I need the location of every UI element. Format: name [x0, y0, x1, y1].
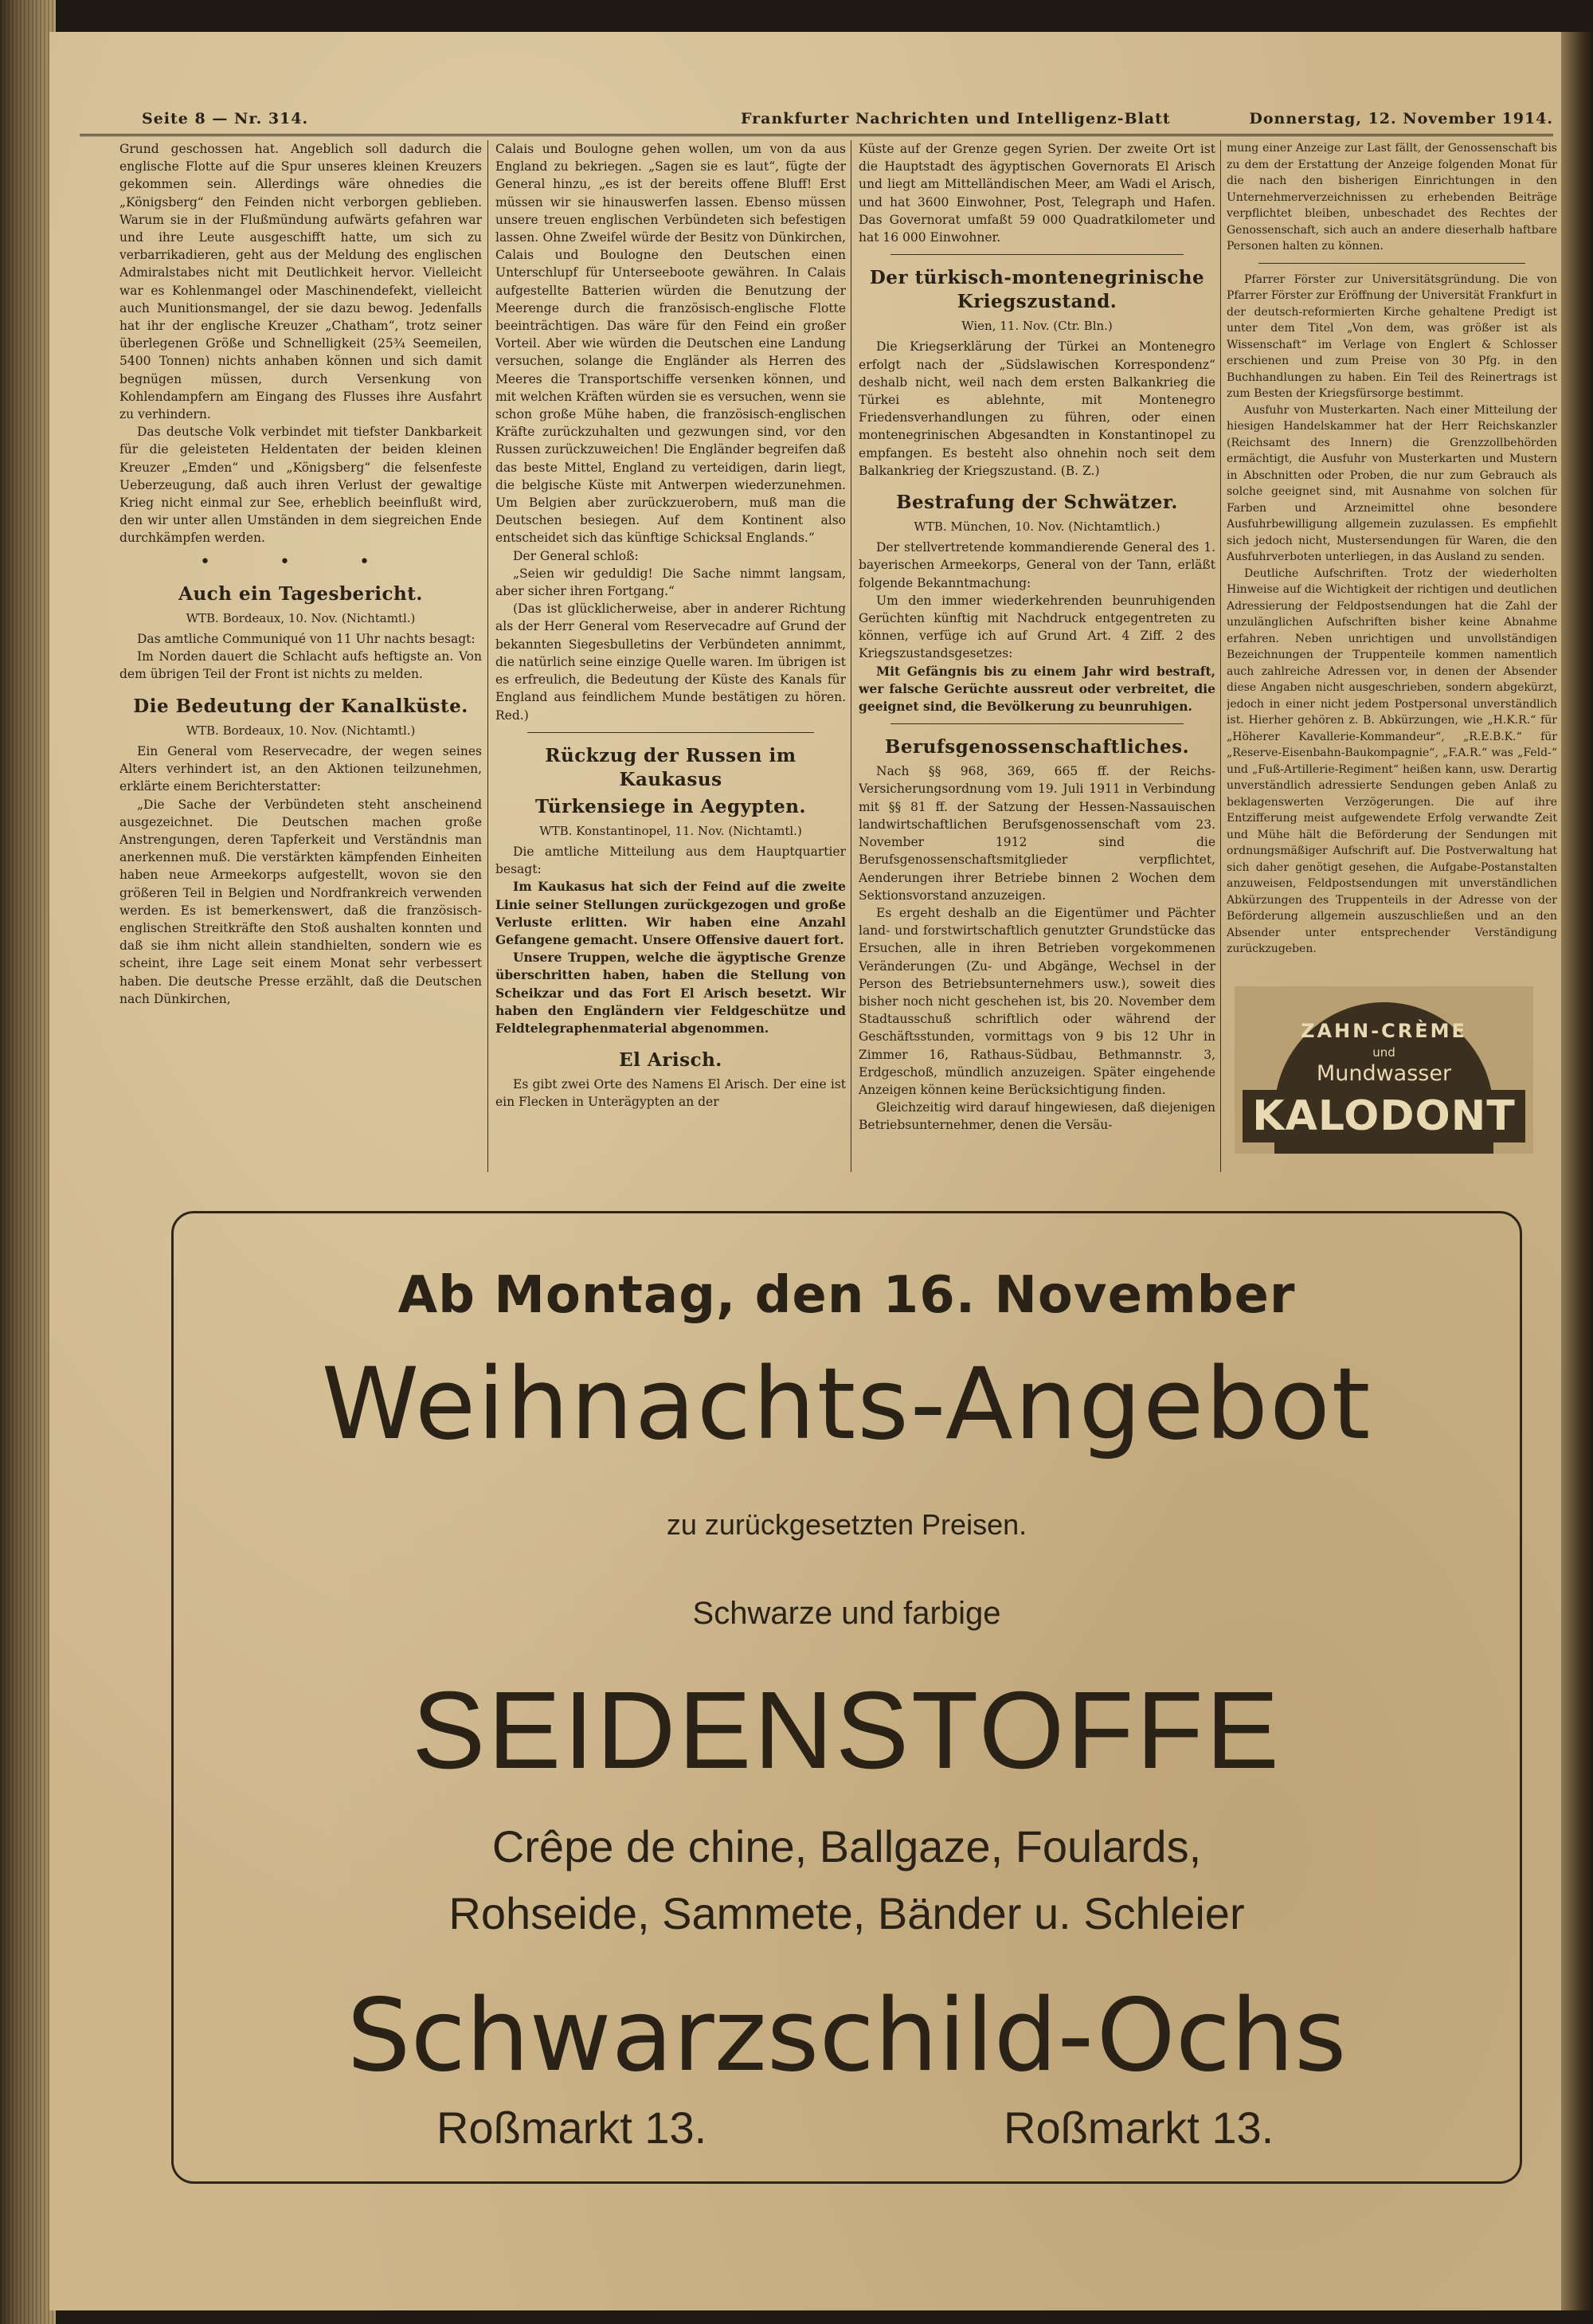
article-text: Im Norden dauert die Schlacht aufs heftigste an. Von dem übrigen Teil der Front ist nichts zu melden. [119, 649, 482, 682]
headline: Bestrafung der Schwätzer. [896, 492, 1178, 514]
column-divider [1220, 140, 1221, 1172]
article-text: Das amtliche Communiqué von 11 Uhr nachts besagt: [137, 632, 476, 647]
headline: Türkensiege in Aegypten. [535, 795, 806, 817]
article-text: Um den immer wiederkehrenden beunruhigenden Gerüchten künftig mit Nachdruck entgegentreten zu können, verfüge ich auf Grund Art. 4 Ziff. 2 des Kriegszustandsgesetzes: [859, 593, 1215, 661]
headline: Auch ein Tagesbericht. [178, 582, 423, 605]
masthead [80, 105, 1553, 136]
dateline: WTB. Bordeaux, 10. Nov. (Nichtamtl.) [186, 723, 416, 738]
headline: Berufsgenossenschaftliches. [884, 736, 1190, 758]
column-1 [119, 140, 482, 1172]
section-stars: • • • [200, 551, 401, 572]
article-text: Mit Gefängnis bis zu einem Jahr wird bestraft, wer falsche Gerüchte aussreut oder verbreitet, die geeignet sind, die Bevölkerung zu beunruhigen. [859, 663, 1215, 715]
page-stack-edge [0, 0, 56, 2324]
article-text: Die Kriegserklärung der Türkei an Montenegro erfolgt nach der „Südslawischen Korrespondenz“ deshalb nicht, weil nach dem ersten Balkankrieg die Türkei es ablehnte, mit Montenegro Friedensverhandlungen zu führen, oder einen montenegrinischen Abgesandten in Konstantinopel zu empfangen. Es besteht also ohnehin noch seit dem Balkankrieg der Kriegszustand. (B. Z.) [859, 339, 1215, 478]
ad-product: SEIDENSTOFFE [412, 1669, 1282, 1792]
article-text: Ausfuhr von Musterkarten. Nach einer Mitteilung der hiesigen Handelskammer hat der Herr Reichskanzler (Reichsamt des Innern) die Grenzzollbehörden ermächtigt, die Ausfuhr von Musterkarten und Mustern in Abschnitten oder Proben, die nur zum Gebrauch als solche geeignet sind, mit Ausnahme von solchen für Farben und Arzneimittel ohne besondere Ausfuhrbewilligung allgemein zuzulassen. Es empfiehlt sich jedoch nicht, Mustersendungen für Waren, die den Ausfuhrverboten unterliegen, in das Ausland zu senden. [1227, 403, 1557, 563]
ad-subline: Schwarze und farbige [692, 1596, 1001, 1631]
article-text: mung einer Anzeige zur Last fällt, der Genossenschaft bis zu dem der Erstattung der Anzeige folgenden Monat für die nach den bisherigen Einrichtungen in den Unternehmerverzeichnissen zu erhebenden Beiträge verpflichtet bleiben, unbeschadet des Rechtes der Genossenschaft, sich auch an andere dieserhalb haftbare Personen halten zu können. [1227, 142, 1557, 253]
page-binding-shadow [1561, 32, 1593, 2310]
ad-headline: Weihnachts-Angebot [321, 1347, 1372, 1462]
ad-product-list: Rohseide, Sammete, Bänder u. Schleier [448, 1888, 1245, 1938]
newspaper-title: Frankfurter Nachrichten und Intelligenz-Blatt [741, 110, 1171, 127]
article-text: Es gibt zwei Orte des Namens El Arisch. Der eine ist ein Flecken in Unterägypten an der [495, 1077, 846, 1110]
column-2 [495, 140, 846, 1172]
article-text: Im Kaukasus hat sich der Feind auf die zweite Linie seiner Stellungen zurückgezogen und große Verluste erlitten. Wir haben eine Anzahl Gefangene gemacht. Unsere Offensive dauert fort. [495, 879, 846, 947]
kalodont-brand: KALODONT [1243, 1090, 1525, 1142]
article-text: „Seien wir geduldig! Die Sache nimmt langsam, aber sicher ihren Fortgang.“ [495, 566, 846, 599]
headline: Rückzug der Russen im Kaukasus [545, 744, 796, 790]
ad-product-list: Crêpe de chine, Ballgaze, Foulards, [491, 1821, 1202, 1871]
article-text: „Die Sache der Verbündeten steht anscheinend ausgezeichnet. Die Deutschen machen große Anstrengungen, deren Tapferkeit und Verständnis man anerkennen muß. Die verstärkten kämpfenden Einheiten haben neue Armeekorps aufgestellt, wovon sie den größeren Teil in Belgien und Nordfrankreich verwenden werden. Es ist bemerkenswert, daß die französisch-englischen Streitkräfte den Stoß aushalten konnten und daß sie ihm nicht allein standhielten, sondern wie es scheint, ihre Lage seit einem Monat sehr verbessert haben. Die deutsche Presse erzählt, daß die Deutschen nach Dünkirchen, [119, 797, 482, 1006]
schwarzschild-ochs-advertisement [171, 1211, 1522, 2184]
column-4 [1227, 140, 1557, 977]
issue-date: Donnerstag, 12. November 1914. [1249, 110, 1553, 127]
article-text: Der stellvertretende kommandierende General des 1. bayerischen Armeekorps, General von der Tann, erläßt folgende Bekanntmachung: [859, 540, 1215, 590]
dateline: WTB. München, 10. Nov. (Nichtamtlich.) [914, 519, 1161, 535]
article-text: Es ergeht deshalb an die Eigentümer und Pächter land- und forstwirtschaftlich genutzter Grundstücke das Ersuchen, alle in ihren Betrieben vorgekommenen Veränderungen (Zu- und Abgänge, Wechsel in der Person des Betriebsunternehmers usw.), soweit dies bisher noch nicht geschehen ist, bis 20. November dem Stadtausschuß schriftlich oder während der Geschäftsstunden, vormittags von 9 bis 12 Uhr in Zimmer 16, Rathaus-Südbau, Bethmannstr. 3, Erdgeschoß, mündlich anzuzeigen. Später eingehende Anzeigen können keine Berücksichtigung finden. [859, 905, 1215, 1097]
article-text: Pfarrer Förster zur Universitätsgründung. Die von Pfarrer Förster zur Eröffnung der Universität Frankfurt in der deutsch-reformierten Kirche gehaltene Predigt ist unter dem Titel „Von dem, was größer ist als Wissenschaft“ im Verlage von Englert & Schlosser erschienen und zum Preise von 30 Pfg. in den Buchhandlungen zu haben. Ein Teil des Reinertrags ist zum Besten der Kriegsfürsorge bestimmt. [1227, 272, 1557, 400]
article-text: Der General schloß: [513, 548, 639, 563]
article-text: Calais und Boulogne gehen wollen, um von da aus England zu bekriegen. „Sagen sie es laut“, fügte der General hinzu, „es ist der bereits offene Bluff! Erst müssen wir sie hinauswerfen lassen. Ebenso müssen unsere treuen englischen Verbündeten sich befestigen lassen. Ohne Zweifel würde der Besitz von Dünkirchen, Calais und Boulogne den Deutschen einen Unterschlupf für Unterseeboote gewähren. In Calais aufgestellte Batterien würden die Benutzung der Meerenge durch die französisch-englische Flotte beeinträchtigen. Das wäre für den Feind ein großer Vorteil. Aber wie würden die Deutschen eine Landung versuchen, solange die Engländer als Herren des Meeres die Transportschiffe versenken können, und mit welchen Kräften würden sie es versuchen, wenn sie schon große Mühe haben, die französisch-englischen Kräfte zurückzuhalten und gezwungen sind, vor den Russen zurückzuweichen! Die Engländer begreifen daß das beste Mittel, England zu verteidigen, darin liegt, die belgische Küste mit Antwerpen wiederzunehmen. Um Belgien aber zurückzuerobern, muß man die Deutschen besiegen. Auf dem Kontinent also entscheidet sich das künftige Schicksal Englands.“ [495, 142, 846, 546]
article-text: Die amtliche Mitteilung aus dem Hauptquartier besagt: [495, 844, 846, 877]
article-text: Unsere Truppen, welche die ägyptische Grenze überschritten haben, haben die Stellung von Scheikzar und das Fort El Arisch besetzt. Wir haben den Engländern vier Feldgeschütze und Feldtelegraphenmaterial abgenommen. [495, 950, 846, 1036]
column-divider [487, 140, 488, 1172]
dateline: WTB. Konstantinopel, 11. Nov. (Nichtamtl.) [539, 823, 802, 838]
ad-subline: zu zurückgesetzten Preisen. [666, 1508, 1027, 1541]
article-text: (Das ist glücklicherweise, aber in anderer Richtung als der Herr General vom Reservecadre auf Grund der bekannten Siegesbulletins der Verbündeten annimmt, die natürlich seine einzige Quelle waren. Im übrigen ist es erfreulich, die Bedeutung der Küste des Kanals für England aus feindlichem Munde bestätigen zu hören. Red.) [495, 602, 846, 723]
article-text: Ein General vom Reservecadre, der wegen seines Alters verhindert ist, an den Aktionen teilzunehmen, erklärte einem Berichterstatter: [119, 743, 482, 794]
article-text: Das deutsche Volk verbindet mit tiefster Dankbarkeit für die geleisteten Heldentaten der beiden kleinen Kreuzer „Emden“ und „Königsberg“ die felsenfeste Ueberzeugung, daß auch ihren Verlust der gewaltige Krieg nicht einmal zur See, erheblich beeinflußt wird, den wir unter allen Umständen in dem siegreichen Ende durchkämpfen werden. [119, 425, 482, 546]
dateline: WTB. Bordeaux, 10. Nov. (Nichtamtl.) [186, 610, 416, 625]
divider-rule [890, 723, 1184, 724]
column-3 [859, 140, 1215, 1172]
article-text: Nach §§ 968, 369, 665 ff. der Reichs-Versicherungsordnung vom 19. Juli 1911 in Verbindung mit §§ 81 ff. der Satzung der Hessen-Nassauischen landwirtschaftlichen Berufsgenossenschaft vom 23. November 1912 sind die Berufsgenossenschaftsmitglieder verpflichtet, Aenderungen ihrer Betriebe binnen 2 Wochen dem Sektionsvorstand anzuzeigen. [859, 764, 1215, 903]
article-text: Gleichzeitig wird darauf hingewiesen, daß diejenigen Betriebsunternehmer, denen die Versäu- [859, 1100, 1215, 1133]
article-text: Grund geschossen hat. Angeblich soll dadurch die englische Flotte auf die Spur unseres kleinen Kreuzers gekommen sein. Allerdings wäre ohnedies die „Königsberg“ den Feinden nicht verborgen geblieben. Warum sie in der Flußmündung aufwärts gefahren war und ihre Leute ausgeschifft hatte, um sich zu verbarrikadieren, geht aus der Meldung des englischen Admiralstabes nicht mit Deutlichkeit hervor. Vielleicht war es Kohlenmangel oder Maschinendefekt, vielleicht auch Munitionsmangel, der sie dazu bewog. Jedenfalls hat ihr der englische Kreuzer „Chatham“, trotz seiner überlegenen Größe und Schnelligkeit (25¾ Seemeilen, 5400 Tonnen) nichts anhaben können und sich damit begnügen müssen, durch Versenkung von Kohlendampfern am Eingang des Flusses ihre Ausfahrt zu verhindern. [119, 142, 482, 422]
ad-address-right: Roßmarkt 13. [1004, 2103, 1274, 2153]
headline: Die Bedeutung der Kanalküste. [133, 695, 468, 717]
kalodont-mundwasser: Mundwasser [1316, 1061, 1452, 1086]
headline: El Arisch. [619, 1049, 722, 1072]
ad-company-name: Schwarzschild-Ochs [346, 1977, 1347, 2094]
divider-rule [527, 732, 814, 733]
article-text: Küste auf der Grenze gegen Syrien. Der zweite Ort ist die Hauptstadt des ägyptischen Governorats El Arisch und liegt am Mittelländischen Meer, am Wadi el Arisch, und hat 3600 Einwohner, Post, Telegraph und Hafen. Das Governorat umfaßt 59 000 Quadratkilometer und hat 16 000 Einwohner. [859, 142, 1215, 245]
article-text: Deutliche Aufschriften. Trotz der wiederholten Hinweise auf die Wichtigkeit der richtigen und deutlichen Adressierung der Feldpostsendungen hat die Zahl der unzulänglichen Aufschriften bisher keine Abnahme erfahren. Neben unrichtigen und unvollständigen Bezeichnungen der Truppenteile kommen namentlich auch zahlreiche Adressen vor, in denen der Absender diese Angaben nicht ausgeschrieben, sondern abgekürzt, jedoch in einer nicht jedem Postpersonal unverständlich ist. Hierher gehören z. B. Abkürzungen, wie „H.K.R.“ für „Höherer Kavallerie-Kommandeur“, „R.E.B.K.“ für „Reserve-Eisenbahn-Baukompagnie“, „F.A.R.“ was „Feld-“ und „Fuß-Artillerie-Regiment“ heißen kann, usw. Derartig unverständlich adressierte Sendungen geben Anlaß zu beklagenswerten Verzögerungen. Die auf ihre Entzifferung meist aufgewendete Erfolg verwandte Zeit und Mühe hält die Beförderung der Sendungen mit ordnungsmäßiger Aufschrift auf. Die Postverwaltung hat sich daher genötigt gesehen, die Aufgabe-Postanstalten anzuweisen, Feldpostsendungen mit unverständlichen Abkürzungen des Truppenteils in der Adresse von der Beförderung allgemein auszuschließen und an den Absender unter entsprechender Verständigung zurückzugeben. [1227, 566, 1557, 955]
divider-rule [890, 254, 1184, 255]
divider-rule [1258, 263, 1525, 264]
ad-address-left: Roßmarkt 13. [436, 2103, 707, 2153]
ad-date-line: Ab Montag, den 16. November [397, 1266, 1296, 1325]
kalodont-advertisement [1235, 986, 1533, 1154]
headline: Der türkisch-montenegrinische Kriegszustand. [869, 267, 1205, 313]
page-number: Seite 8 — Nr. 314. [142, 110, 309, 127]
kalodont-und: und [1372, 1045, 1395, 1060]
kalodont-arc-text: ZAHN-CRÈME [1301, 1020, 1467, 1042]
dateline: Wien, 11. Nov. (Ctr. Bln.) [961, 319, 1113, 334]
